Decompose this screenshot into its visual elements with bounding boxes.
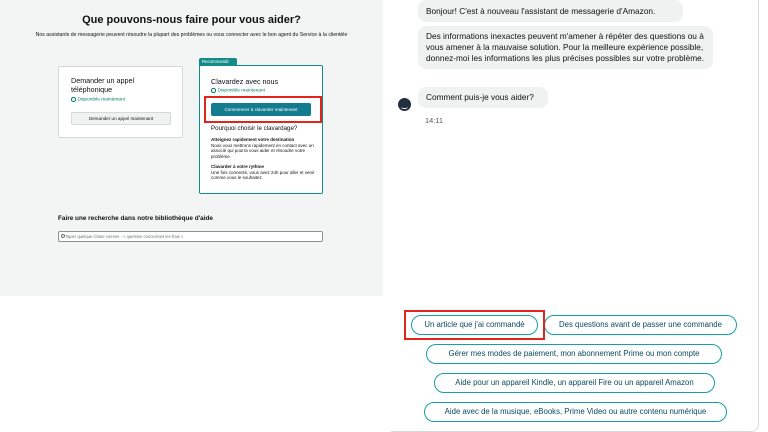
page-subtitle: Nos assistants de messagerie peuvent résoudre la plupart des problèmes ou vous connecter avec le bon agent du Service à la clientèle <box>35 32 348 38</box>
bot-message: Bonjour! C'est à nouveau l'assistant de messagerie d'Amazon. <box>418 0 683 22</box>
reason-2-title: Clavarder à votre rythme <box>211 164 265 169</box>
recommended-badge: Recommandé <box>199 58 237 66</box>
quick-reply-payment-prime-account[interactable]: Gérer mes modes de paiement, mon abonnement Prime ou mon compte <box>426 344 722 364</box>
search-icon <box>61 234 65 238</box>
assistant-avatar <box>398 98 411 111</box>
chat-card <box>199 65 323 194</box>
bot-message: Comment puis-je vous aider? <box>418 87 548 108</box>
reason-2-text: Une fois connecté, vous avez 24h pour aller et venir comme vous le souhaitez. <box>211 170 315 181</box>
chat-panel <box>391 0 768 432</box>
check-circle-icon <box>211 88 216 93</box>
page-title: Que pouvons-nous faire pour vous aider? <box>82 14 301 26</box>
chat-window <box>391 0 759 432</box>
highlight-box <box>204 96 322 123</box>
request-call-button[interactable]: Demander un appel maintenant <box>71 112 171 125</box>
chat-card-title: Clavardez avec nous <box>211 77 279 86</box>
help-page-panel <box>0 0 383 296</box>
start-chat-button[interactable]: Commencer à clavarder maintenant <box>211 103 311 116</box>
phone-call-card <box>58 66 183 138</box>
why-chat-heading: Pourquoi choisir le clavardage? <box>211 125 298 132</box>
quick-reply-ordered-item[interactable]: Un article que j'ai commandé <box>411 315 538 335</box>
reason-1-title: Atteignez rapidement votre destination <box>211 137 295 142</box>
reason-1-text: Nous vous mettrons rapidement en contact avec un associé qui pourra vous aider et résoudre votre problème. <box>211 143 314 159</box>
bot-message: Des informations inexactes peuvent m'amener à répéter des questions ou à vous amener à la mauvaise solution. Pour la meilleure expérience possible, donnez-moi les informations les plus précises possibles sur votre problème. <box>418 26 713 69</box>
quick-reply-pre-order-questions[interactable]: Des questions avant de passer une commande <box>544 315 737 335</box>
phone-card-title: Demander un appel téléphonique <box>71 76 135 94</box>
highlight-box <box>404 310 545 340</box>
message-timestamp: 14:11 <box>425 116 443 125</box>
phone-availability: Disponible maintenant <box>71 97 125 103</box>
chat-availability: Disponible maintenant <box>211 88 265 94</box>
quick-reply-device-help[interactable]: Aide pour un appareil Kindle, un appareil Fire ou un appareil Amazon <box>434 373 715 393</box>
help-search-input[interactable]: Tapez quelque chose comme : « question concernant les frais » <box>58 231 323 242</box>
check-circle-icon <box>71 97 76 102</box>
help-library-title: Faire une recherche dans notre bibliothèque d'aide <box>58 215 213 222</box>
quick-reply-digital-content[interactable]: Aide avec de la musique, eBooks, Prime Video ou autre contenu numérique <box>424 402 727 422</box>
